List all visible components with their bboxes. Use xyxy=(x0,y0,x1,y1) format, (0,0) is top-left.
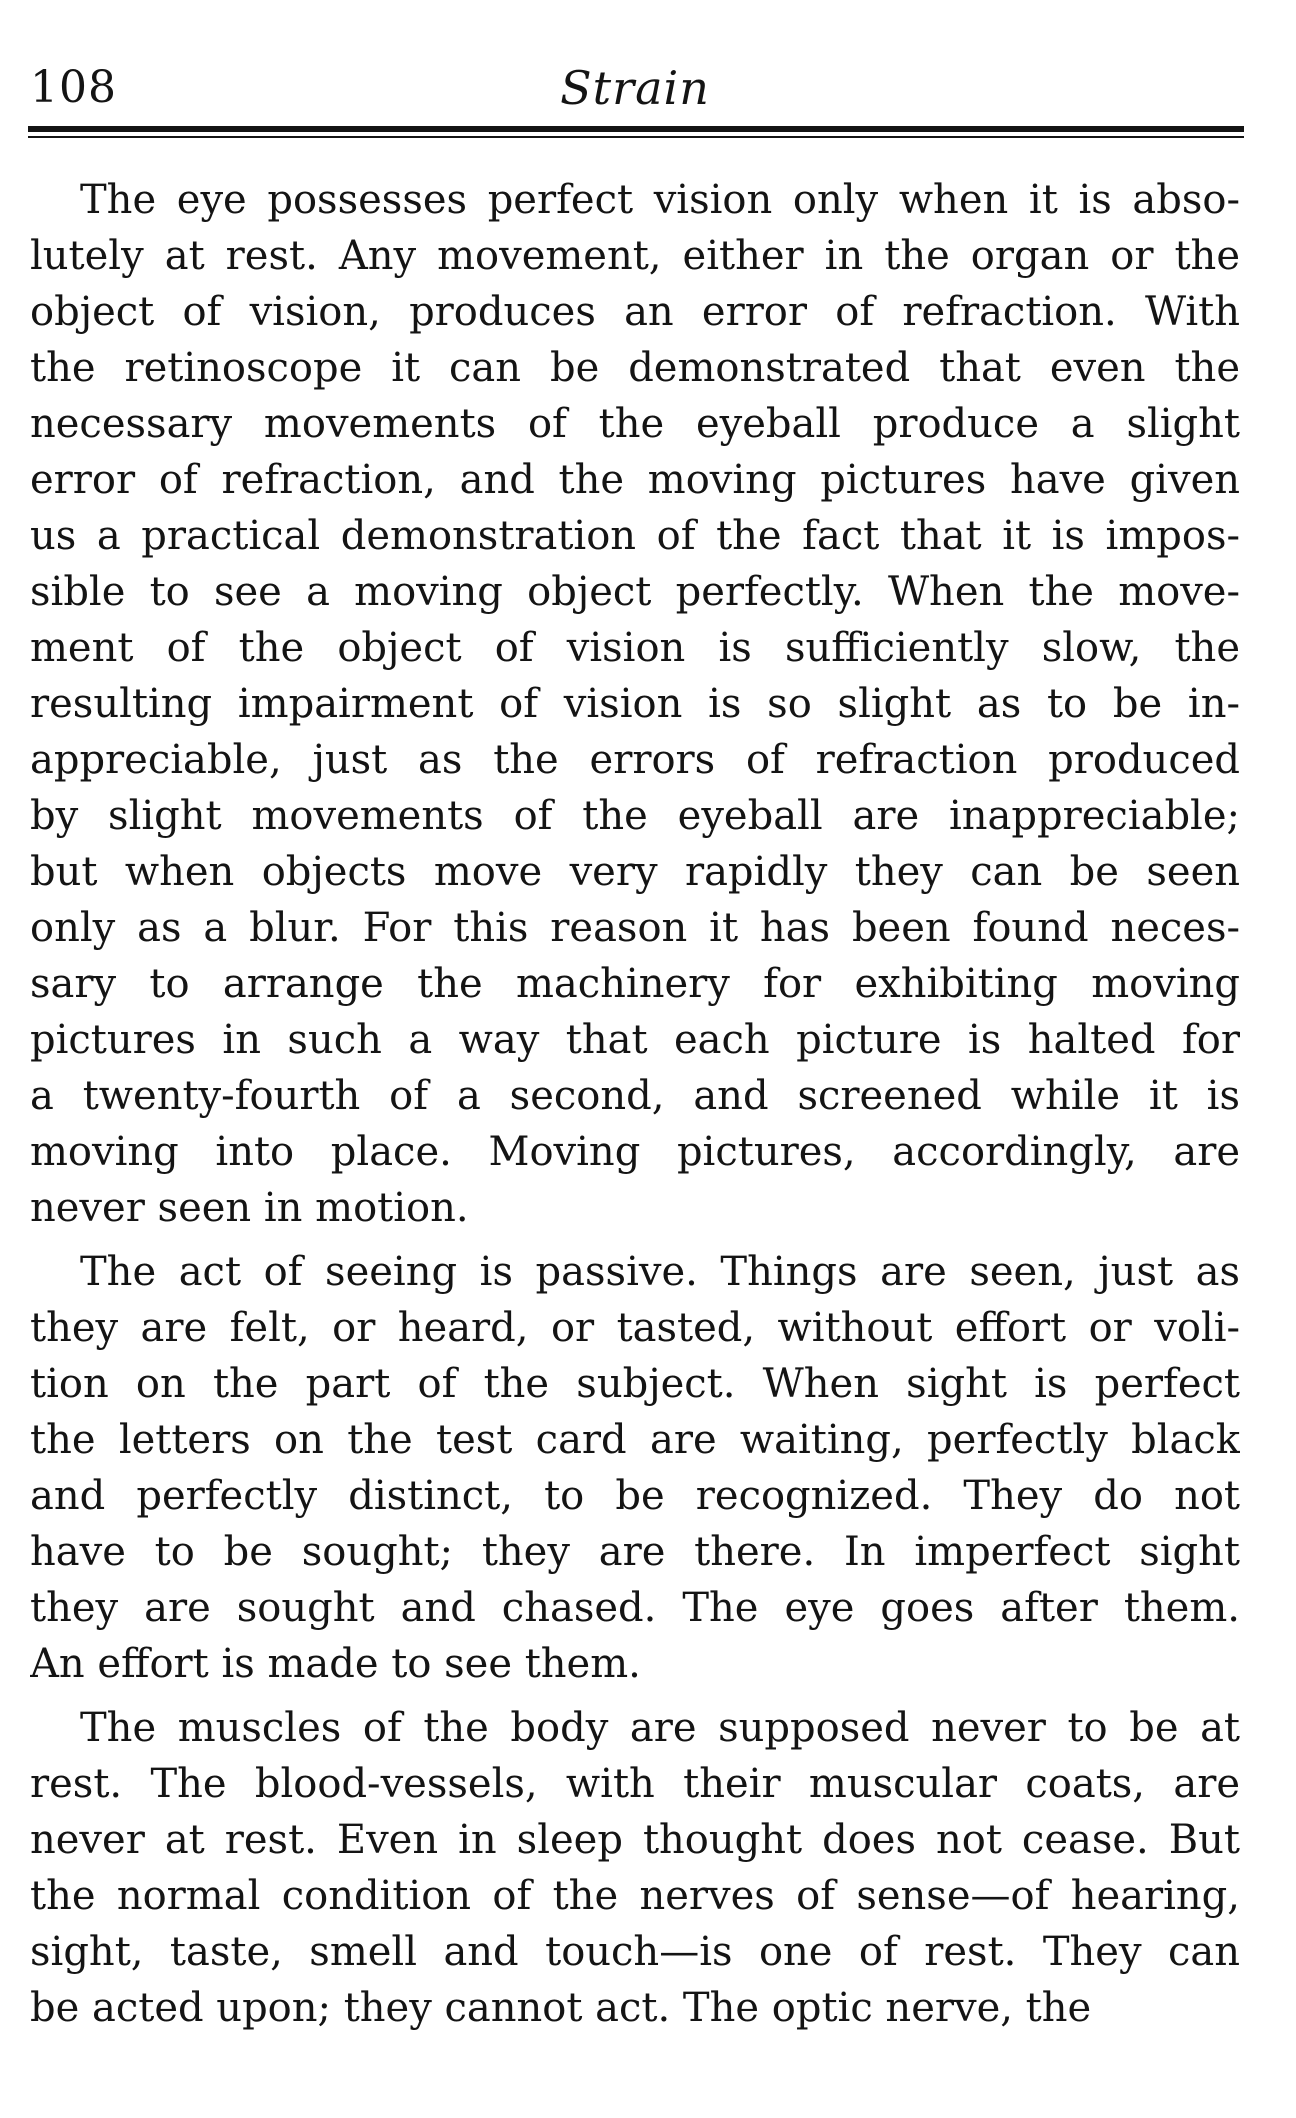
text-line: lutely at rest. Any movement, either in the organ or the xyxy=(30,233,1240,279)
text-line: but when objects move very rapidly they can be seen xyxy=(30,849,1240,895)
text-line: The act of seeing is passive. Things are seen, just as xyxy=(80,1249,1240,1295)
text-line: object of vision, produces an error of refraction. With xyxy=(30,289,1240,335)
text-line: resulting impairment of vision is so slight as to be in- xyxy=(30,681,1240,727)
text-line: necessary movements of the eyeball produce a slight xyxy=(30,401,1240,447)
text-line: never seen in motion. xyxy=(30,1185,469,1231)
text-line: be acted upon; they cannot act. The optic nerve, the xyxy=(30,1985,1092,2031)
text-line: sible to see a moving object perfectly. When the move- xyxy=(30,569,1240,615)
text-line: sary to arrange the machinery for exhibiting moving xyxy=(30,961,1240,1007)
text-line: The eye possesses perfect vision only when it is abso- xyxy=(80,177,1240,223)
text-line: and perfectly distinct, to be recognized. They do not xyxy=(30,1473,1240,1519)
paragraph xyxy=(30,1700,1240,2036)
text-line: they are sought and chased. The eye goes after them. xyxy=(30,1585,1240,1631)
text-line: only as a blur. For this reason it has been found neces- xyxy=(30,905,1240,951)
text-line: ment of the object of vision is sufficiently slow, the xyxy=(30,625,1240,671)
text-line: tion on the part of the subject. When sight is perfect xyxy=(30,1361,1240,1407)
text-line: have to be sought; they are there. In imperfect sight xyxy=(30,1529,1240,1575)
running-title: Strain xyxy=(560,61,710,115)
text-line: a twenty-fourth of a second, and screened while it is xyxy=(30,1073,1240,1119)
text-line: An effort is made to see them. xyxy=(30,1641,641,1687)
text-line: sight, taste, smell and touch—is one of rest. They can xyxy=(30,1929,1240,1975)
text-line: the retinoscope it can be demonstrated that even the xyxy=(30,345,1240,391)
body-text xyxy=(30,172,1240,2044)
text-line: the letters on the test card are waiting, perfectly black xyxy=(30,1417,1240,1463)
paragraph xyxy=(30,172,1240,1236)
text-line: by slight movements of the eyeball are inappreciable; xyxy=(30,793,1240,839)
header-rule-thin xyxy=(28,136,1244,138)
text-line: never at rest. Even in sleep thought does not cease. But xyxy=(30,1817,1240,1863)
paragraph xyxy=(30,1244,1240,1692)
text-line: rest. The blood-vessels, with their muscular coats, are xyxy=(30,1761,1240,1807)
text-line: us a practical demonstration of the fact that it is impos- xyxy=(30,513,1240,559)
text-line: they are felt, or heard, or tasted, without effort or voli- xyxy=(30,1305,1240,1351)
page-number: 108 xyxy=(30,62,117,113)
text-line: pictures in such a way that each picture is halted for xyxy=(30,1017,1240,1063)
text-line: appreciable, just as the errors of refraction produced xyxy=(30,737,1240,783)
text-line: error of refraction, and the moving pictures have given xyxy=(30,457,1240,503)
page-header xyxy=(30,58,1240,118)
header-rule-thick xyxy=(28,126,1244,132)
text-line: The muscles of the body are supposed never to be at xyxy=(80,1705,1240,1751)
text-line: moving into place. Moving pictures, accordingly, are xyxy=(30,1129,1240,1175)
text-line: the normal condition of the nerves of sense—of hearing, xyxy=(30,1873,1240,1919)
